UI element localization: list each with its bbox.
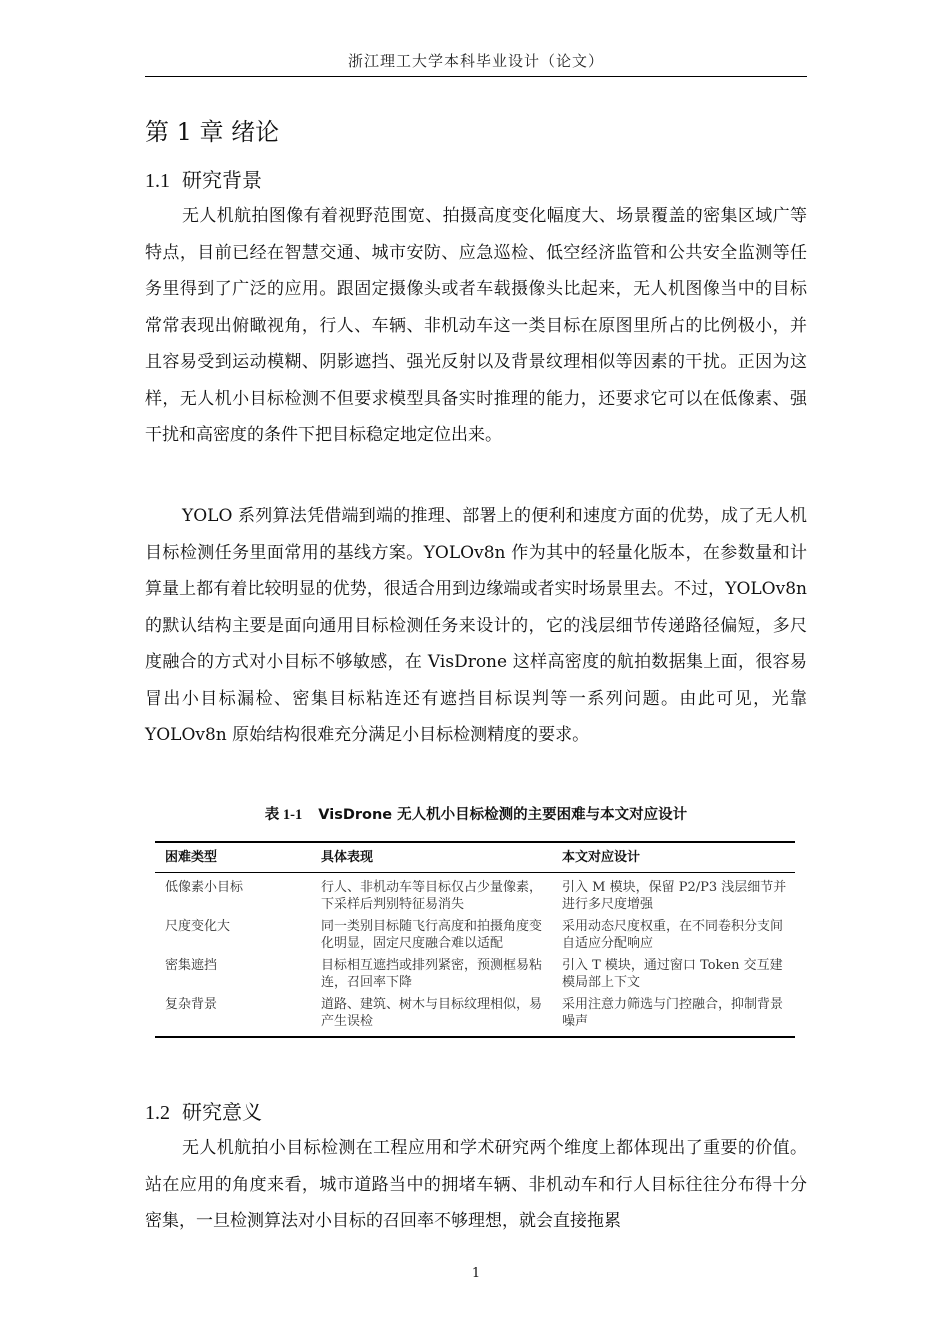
page-number: 1 xyxy=(471,1266,481,1281)
table-cell: 采用动态尺度权重，在不同卷积分支间自适应分配响应 xyxy=(562,919,784,951)
table-header-cell: 困难类型 xyxy=(165,850,218,865)
header-rule xyxy=(145,76,807,77)
table-cell: 采用注意力筛选与门控融合，抑制背景噪声 xyxy=(562,997,784,1029)
table-cell: 尺度变化大 xyxy=(165,919,231,934)
table-header-cell: 具体表现 xyxy=(321,850,374,865)
table-cell: 复杂背景 xyxy=(165,997,218,1012)
table-row xyxy=(155,915,795,954)
table-caption xyxy=(145,803,807,824)
table-cell: 密集遮挡 xyxy=(165,958,218,973)
table-row xyxy=(155,993,795,1037)
table-cell: 同一类别目标随飞行高度和拍摄角度变化明显，固定尺度融合难以适配 xyxy=(321,919,543,951)
body-paragraph: 无人机航拍图像有着视野范围宽、拍摄高度变化幅度大、场景覆盖的密集区域广等特点，目前已经在智慧交通、城市安防、应急巡检、低空经济监管和公共安全监测等任务里得到了广泛的应用。跟固定摄像头或者车载摄像头比起来，无人机图像当中的目标常常表现出俯瞰视角，行人、车辆、非机动车这一类目标在原图里所占的比例极小，并且容易受到运动模糊、阴影遮挡、强光反射以及背景纹理相似等因素的干扰。正因为这样，无人机小目标检测不但要求模型具备实时推理的能力，还要求它可以在低像素、强干扰和高密度的条件下把目标稳定地定位出来。 xyxy=(145,206,807,445)
body-paragraph: YOLO 系列算法凭借端到端的推理、部署上的便利和速度方面的优势，成了无人机目标检测任务里面常用的基线方案。YOLOv8n 作为其中的轻量化版本，在参数量和计算量上都有着比较明显的优势，很适合用到边缘端或者实时场景里去。不过，YOLOv8n 的默认结构主要是面向通用目标检测任务来设计的，它的浅层细节传递路径偏短，多尺度融合的方式对小目标不够敏感，在 VisDrone 这样高密度的航拍数据集上面，很容易冒出小目标漏检、密集目标粘连还有遮挡目标误判等一系列问题。由此可见，光靠 YOLOv8n 原始结构很难充分满足小目标检测精度的要求。 xyxy=(145,506,807,745)
difficulty-table xyxy=(155,841,795,1038)
table-row xyxy=(155,954,795,993)
table-caption-number: 表 1-1 xyxy=(264,807,303,823)
table-header-row xyxy=(155,842,795,873)
section-heading-1-2 xyxy=(145,1096,262,1125)
table-cell: 引入 T 模块，通过窗口 Token 交互建模局部上下文 xyxy=(562,958,783,990)
body-paragraph: 无人机航拍小目标检测在工程应用和学术研究两个维度上都体现出了重要的价值。站在应用的角度来看，城市道路当中的拥堵车辆、非机动车和行人目标往往分布得十分密集，一旦检测算法对小目标的召回率不够理想，就会直接拖累 xyxy=(145,1138,807,1231)
table-header-cell: 本文对应设计 xyxy=(562,850,641,865)
table-row xyxy=(155,873,795,916)
table-cell: 道路、建筑、树木与目标纹理相似，易产生误检 xyxy=(321,997,543,1029)
table-cell: 行人、非机动车等目标仅占少量像素，下采样后判别特征易消失 xyxy=(321,880,543,912)
table-cell: 目标相互遮挡或排列紧密，预测框易粘连，召回率下降 xyxy=(321,958,543,990)
section-heading-1-1 xyxy=(145,164,262,193)
table-caption-text: VisDrone 无人机小目标检测的主要困难与本文对应设计 xyxy=(318,807,688,823)
section-title: 研究背景 xyxy=(182,168,262,192)
section-title: 研究意义 xyxy=(182,1100,262,1124)
table-cell: 引入 M 模块，保留 P2/P3 浅层细节并进行多尺度增强 xyxy=(562,880,787,912)
running-header: 浙江理工大学本科毕业设计（论文） xyxy=(347,52,604,70)
table-cell: 低像素小目标 xyxy=(165,880,244,895)
chapter-title: 第 1 章 绪论 xyxy=(145,118,280,146)
section-number: 1.1 xyxy=(145,170,170,192)
section-number: 1.2 xyxy=(145,1102,170,1124)
